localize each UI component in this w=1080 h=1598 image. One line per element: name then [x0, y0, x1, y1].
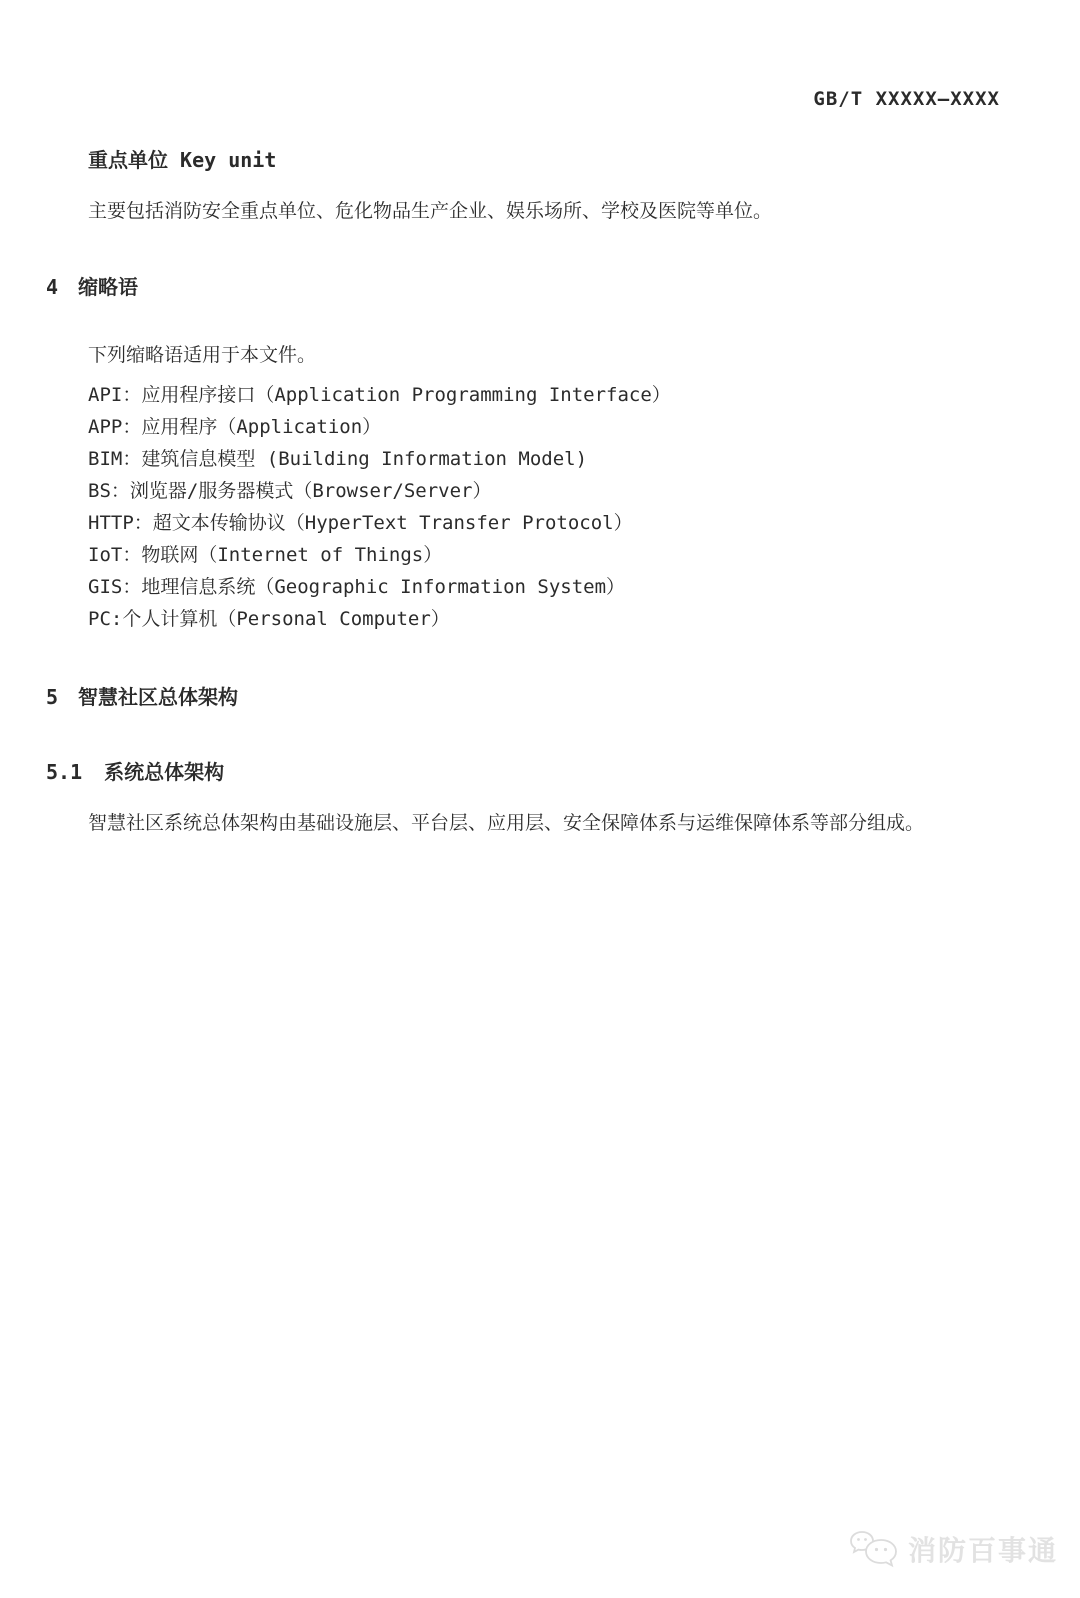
- section-4-heading: [46, 271, 1080, 300]
- section-5-1-heading: [46, 756, 1080, 785]
- watermark-label: 消防百事通: [907, 1535, 1058, 1566]
- section-5-1-body: 智慧社区系统总体架构由基础设施层、平台层、应用层、安全保障体系与运维保障体系等部分组成。: [88, 811, 925, 834]
- section-5-title: 智慧社区总体架构: [78, 684, 239, 709]
- section-4-title: 缩略语: [78, 274, 139, 299]
- section-5-heading: [46, 681, 1080, 710]
- term-heading: 重点单位 Key unit: [88, 148, 277, 172]
- term-body: 主要包括消防安全重点单位、危化物品生产企业、娱乐场所、学校及医院等单位。: [88, 200, 773, 222]
- abbreviation-item: APP：应用程序（Application）: [88, 415, 382, 438]
- abbreviation-intro: 下列缩略语适用于本文件。: [88, 343, 317, 366]
- wechat-icon: [848, 1528, 900, 1570]
- abbreviation-item: GIS：地理信息系统（Geographic Information System）: [88, 575, 626, 598]
- abbreviation-item: PC:个人计算机（Personal Computer）: [88, 607, 450, 630]
- section-4-number: 4: [46, 274, 59, 299]
- section-5-1-number: 5.1: [46, 759, 83, 784]
- abbreviation-item: HTTP：超文本传输协议（HyperText Transfer Protocol）: [88, 511, 633, 534]
- abbreviation-list: [88, 379, 1080, 635]
- abbreviation-item: BIM：建筑信息模型 (Building Information Model): [88, 447, 588, 470]
- abbreviation-item: BS：浏览器/服务器模式（Browser/Server）: [88, 479, 492, 502]
- abbreviation-item: IoT：物联网（Internet of Things）: [88, 543, 443, 566]
- doc-number: GB/T XXXXX—XXXX: [813, 88, 1000, 110]
- section-5-number: 5: [46, 684, 59, 709]
- section-5-1-title: 系统总体架构: [104, 759, 225, 784]
- watermark: [848, 1528, 1058, 1570]
- abbreviation-item: API：应用程序接口（Application Programming Interface）: [88, 383, 671, 406]
